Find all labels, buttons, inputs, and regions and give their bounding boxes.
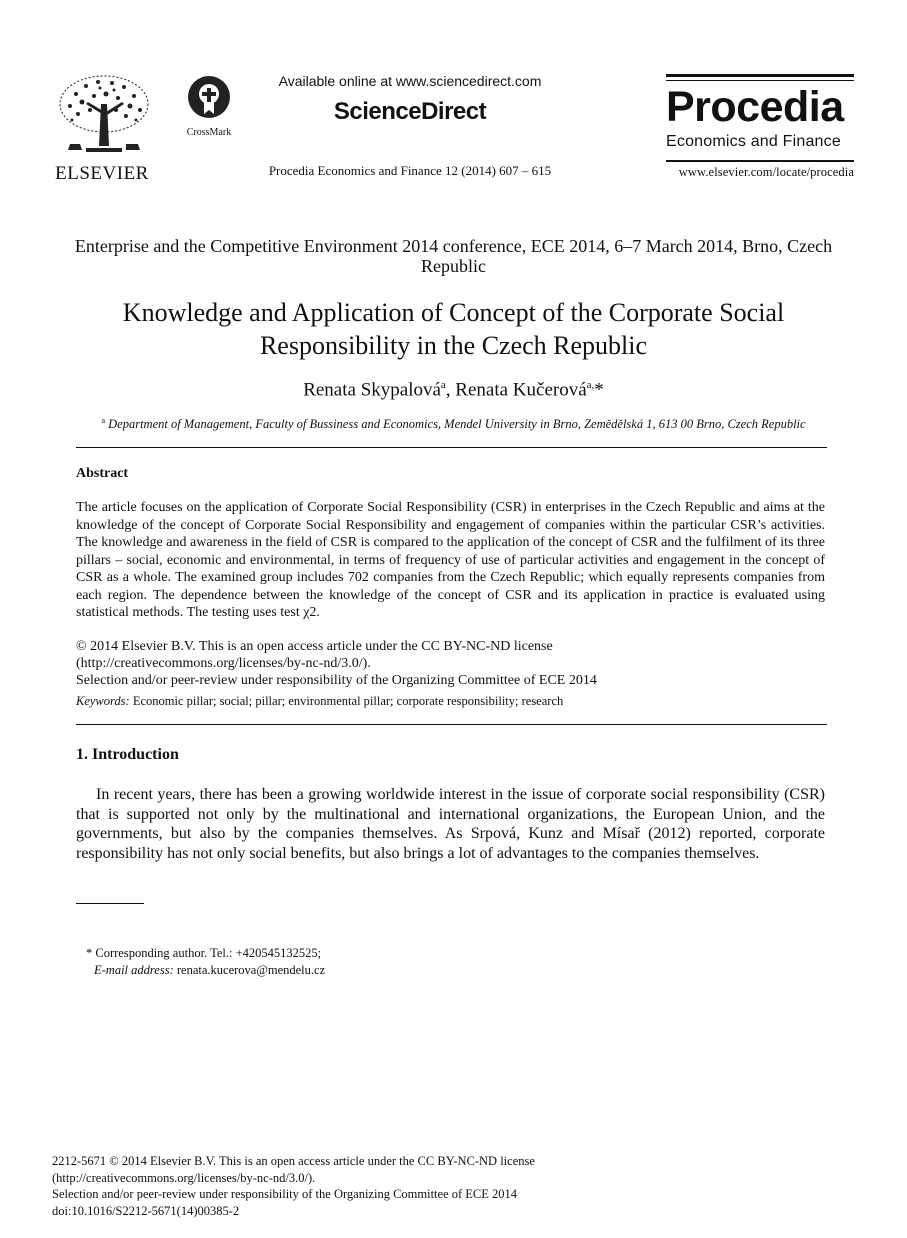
license-link[interactable]: (http://creativecommons.org/licenses/by-nc-nd/3.0/). [76,656,371,671]
abstract-text: The article focuses on the application of Corporate Social Responsibility (CSR) in enterprises in the Czech Republic and aims at the knowledge of the concept of Corporate Social Responsibility and engagement of companies within the particular CSR’s activities. The knowledge and awareness in the field of CSR is compared to the application of the concept of CSR and the fulfilment of its three pillars – social, economic and environmental, in terms of frequency of use of particular activities and engagement in the concept of CSR as a whole. The examined group includes 702 companies from the Czech Republic; which equally represents companies from each region. The dependence between the knowledge of the concept of CSR and its application in practice is evaluated using statistical methods. The testing uses test χ2. [76,500,825,620]
footer-doi[interactable]: doi:10.1016/S2212-5671(14)00385-2 [52,1203,240,1218]
divider-top [76,447,827,448]
author-list [60,379,847,401]
footer-license-link[interactable]: (http://creativecommons.org/licenses/by-nc-nd/3.0/). [52,1170,316,1185]
divider-bottom [76,724,827,725]
available-online-text: Available online at www.sciencedirect.com [278,73,542,89]
footnote-rule [76,903,144,904]
page-footer [52,1153,652,1219]
email-line [86,962,325,979]
peer-review-line: Selection and/or peer-review under responsibility of the Organizing Committee of ECE 2014 [76,673,597,688]
email-label: E-mail address: [94,963,174,977]
license-line: © 2014 Elsevier B.V. This is an open access article under the CC BY-NC-ND license [76,639,553,654]
footer-issn-license: 2212-5671 © 2014 Elsevier B.V. This is an open access article under the CC BY-NC-ND license [52,1154,535,1168]
author-affiliation-mark: a, [586,379,595,391]
journal-brand: Procedia [666,83,844,131]
procedia-brand [666,74,854,180]
crossmark-icon [186,74,232,120]
affiliation-mark: a [101,416,105,425]
brand-rule-bottom [666,160,854,162]
author-name: Renata Skypalová [303,379,441,401]
journal-subtitle: Economics and Finance [666,133,841,150]
journal-reference: Procedia Economics and Finance 12 (2014) 607 – 615 [268,163,552,178]
affiliation [60,416,847,432]
email-address[interactable]: renata.kucerova@mendelu.cz [176,963,326,977]
crossmark-label: CrossMark [186,127,232,138]
license-block [76,638,825,689]
keywords-label: Keywords: [76,694,130,708]
author-separator: , [445,379,456,401]
section-paragraph: In recent years, there has been a growing worldwide interest in the issue of corporate social responsibility (CSR) that is supported not only by the multinational and international organizations, the European Union, and the governments, but also by the companies themselves. As Srpová, Kunz and Mísař (2012) reported, corporate responsibility has not only social benefits, but also brings a lot of advantages to the companies themselves. [76,786,825,862]
section-heading: 1. Introduction [76,746,179,763]
abstract-heading: Abstract [76,466,129,481]
paper-title: Knowledge and Application of Concept of the Corporate Social Responsibility in the Czech Republic [122,298,785,360]
corresponding-mark: * [594,379,604,401]
footer-peer-review: Selection and/or peer-review under responsibility of the Organizing Committee of ECE 2014 [52,1187,518,1201]
author-name: Renata Kučerová [455,379,587,401]
footnote [86,945,325,979]
affiliation-text: Department of Management, Faculty of Bussiness and Economics, Mendel University in Brno, Zemědělská 1, 613 00 Brno, Czech Republic [108,417,806,432]
keywords-list: Economic pillar; social; pillar; environmental pillar; corporate responsibility; research [132,694,564,708]
elsevier-tree-icon [56,74,152,156]
brand-rule-top [666,74,854,77]
journal-url[interactable]: www.elsevier.com/locate/procedia [678,165,854,179]
brand-rule-thin [666,80,854,81]
sciencedirect-wordmark: ScienceDirect [333,98,487,125]
keywords [76,694,825,709]
crossmark-badge[interactable] [178,74,240,138]
elsevier-logo [52,74,152,184]
publisher-name: ELSEVIER [55,163,149,184]
author-affiliation-mark: a [440,379,446,391]
corresponding-author: * Corresponding author. Tel.: +420545132525; [86,946,322,960]
conference-line: Enterprise and the Competitive Environment 2014 conference, ECE 2014, 6–7 March 2014, Brno, Czech Republic [74,236,833,276]
